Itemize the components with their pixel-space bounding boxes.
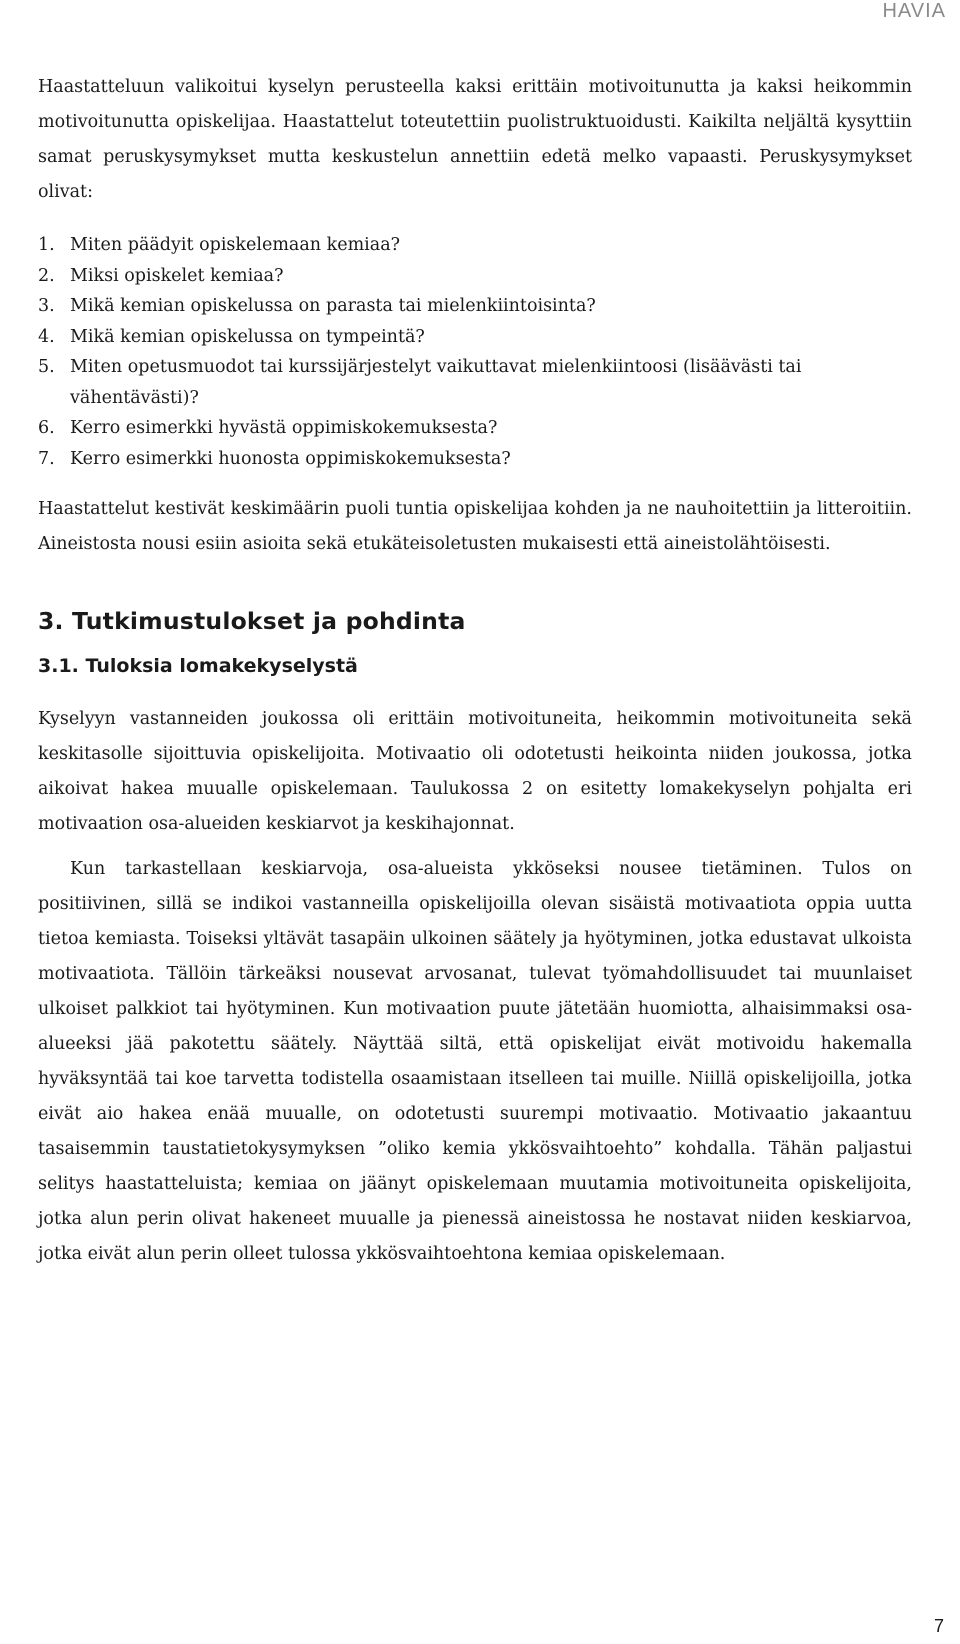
- running-header: HAVIA: [882, 0, 946, 22]
- list-item: [38, 444, 912, 475]
- document-body: [38, 70, 912, 1272]
- section-heading: 3. Tutkimustulokset ja pohdinta: [38, 607, 466, 635]
- results-paragraph-2: Kun tarkastellaan keskiarvoja, osa-alueista ykköseksi nousee tietäminen. Tulos on positiivinen, sillä se indikoi vastanneilla opiskelijoilla olevan sisäistä motivaatiota oppia uutta tietoa kemiasta. Toiseksi yltävät tasapäin ulkoinen säätely ja hyötyminen, jotka edustavat ulkoista motivaatiota. Tällöin tärkeäksi nousevat arvosanat, tulevat työmahdollisuudet tai muunlaiset ulkoiset palkkiot tai hyötyminen. Kun motivaation puute jätetään huomiotta, alhaisimmaksi osa-alueeksi jää pakotettu säätely. Näyttää siltä, että opiskelijat eivät motivoidu hakemalla hyväksyntää tai koe tarvetta todistella osaamistaan itselleen tai muille. Niillä opiskelijoilla, jotka eivät aio hakea enää muualle, on odotetusti suurempi motivaatio. Motivaatio jakaantuu tasaisemmin taustatietokysymyksen ”oliko kemia ykkösvaihtoehto” kohdalla. Tähän paljastui selitys haastatteluista; kemiaa on jäänyt opiskelemaan muutamia motivoituneita opiskelijoita, jotka alun perin olivat hakeneet muualle ja pienessä aineistossa he nostavat niiden keskiarvoa, jotka eivät alun perin olleet tulossa ykkösvaihtoehtona kemiaa opiskelemaan.: [38, 859, 912, 1264]
- question-text: Kerro esimerkki huonosta oppimiskokemuksesta?: [70, 448, 511, 469]
- list-item: [38, 322, 912, 353]
- list-item: [38, 261, 912, 292]
- subsection-heading: 3.1. Tuloksia lomakekyselystä: [38, 655, 358, 677]
- question-text: Mikä kemian opiskelussa on tympeintä?: [70, 326, 425, 347]
- question-text: Mikä kemian opiskelussa on parasta tai mielenkiintoisinta?: [70, 296, 596, 316]
- question-number: 6.: [38, 418, 55, 438]
- question-number: 7.: [38, 448, 55, 469]
- question-number: 2.: [38, 265, 55, 286]
- paragraph-spacer: [38, 842, 912, 852]
- interview-question-list: [38, 230, 912, 474]
- question-text: Miksi opiskelet kemiaa?: [70, 265, 284, 286]
- question-text: Miten päädyit opiskelemaan kemiaa?: [70, 235, 401, 255]
- question-text: Kerro esimerkki hyvästä oppimiskokemuksesta?: [70, 418, 498, 438]
- list-item: [38, 352, 912, 413]
- intro-paragraph: Haastatteluun valikoitui kyselyn perusteella kaksi erittäin motivoitunutta ja kaksi heikommin motivoitunutta opiskelijaa. Haastattelut toteutettiin puolistruktuoidusti. Kaikilta neljältä kysyttiin samat peruskysymykset mutta keskustelun annettiin edetä melko vapaasti. Peruskysymykset olivat:: [38, 77, 912, 202]
- question-number: 4.: [38, 326, 55, 347]
- interview-summary-paragraph: Haastattelut kestivät keskimäärin puoli tuntia opiskelijaa kohden ja ne nauhoitettiin ja litteroitiin. Aineistosta nousi esiin asioita sekä etukäteisoletusten mukaisesti että aineistolähtöisesti.: [38, 499, 912, 554]
- question-number: 1.: [38, 235, 55, 255]
- list-item: [38, 413, 912, 444]
- list-item: [38, 291, 912, 322]
- question-number: 3.: [38, 296, 55, 316]
- question-number: 5.: [38, 357, 55, 377]
- question-text: Miten opetusmuodot tai kurssijärjestelyt vaikuttavat mielenkiintoosi (lisäävästi tai vähentävästi)?: [70, 357, 802, 408]
- list-item: [38, 230, 912, 261]
- page-number: 7: [933, 1616, 944, 1636]
- results-paragraph-1: Kyselyyn vastanneiden joukossa oli erittäin motivoituneita, heikommin motivoituneita sekä keskitasolle sijoittuvia opiskelijoita. Motivaatio oli odotetusti heikointa niiden joukossa, jotka aikoivat hakea muualle opiskelemaan. Taulukossa 2 on esitetty lomakekyselyn pohjalta eri motivaation osa-alueiden keskiarvot ja keskihajonnat.: [38, 709, 912, 834]
